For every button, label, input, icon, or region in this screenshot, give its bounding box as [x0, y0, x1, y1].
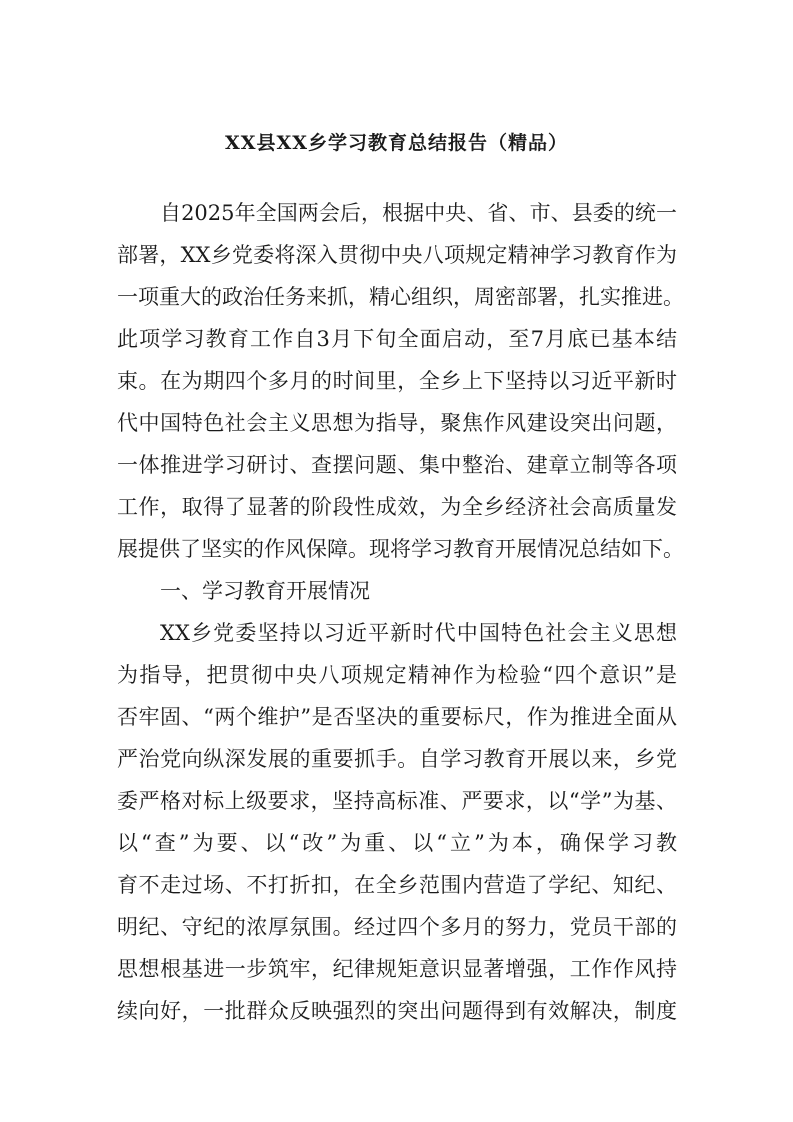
- paragraph-line: 育不走过场、不打折扣，在全乡范围内营造了学纪、知纪、: [117, 873, 677, 897]
- paragraph-line: 部署，XX乡党委将深入贯彻中央八项规定精神学习教育作为: [117, 243, 677, 267]
- paragraph-line: 束。在为期四个多月的时间里，全乡上下坚持以习近平新时: [117, 369, 677, 393]
- paragraph-line: 明纪、守纪的浓厚氛围。经过四个多月的努力，党员干部的: [117, 915, 677, 939]
- paragraph-line: 思想根基进一步筑牢，纪律规矩意识显著增强，工作作风持: [117, 957, 677, 981]
- paragraph-line: 一项重大的政治任务来抓，精心组织，周密部署，扎实推进。: [117, 285, 684, 309]
- paragraph-line: 为指导，把贯彻中央八项规定精神作为检验“四个意识”是: [117, 663, 677, 687]
- paragraph-line: 代中国特色社会主义思想为指导，聚焦作风建设突出问题，: [117, 411, 677, 435]
- paragraph-line: 工作，取得了显著的阶段性成效，为全乡经济社会高质量发: [117, 495, 677, 519]
- section-heading: 一、学习教育开展情况: [160, 579, 370, 603]
- paragraph-line: XX乡党委坚持以习近平新时代中国特色社会主义思想: [160, 621, 677, 645]
- paragraph-line: 自2025年全国两会后，根据中央、省、市、县委的统一: [160, 201, 677, 225]
- paragraph-line: 严治党向纵深发展的重要抓手。自学习教育开展以来，乡党: [117, 747, 677, 771]
- paragraph-line: 续向好，一批群众反映强烈的突出问题得到有效解决，制度: [117, 999, 677, 1023]
- paragraph-line: 展提供了坚实的作风保障。现将学习教育开展情况总结如下。: [117, 537, 684, 561]
- paragraph-line: 委严格对标上级要求，坚持高标准、严要求，以“学”为基、: [117, 789, 677, 813]
- paragraph-line: 一体推进学习研讨、查摆问题、集中整治、建章立制等各项: [117, 453, 677, 477]
- document-title: XX县XX乡学习教育总结报告（精品）: [225, 132, 568, 154]
- paragraph-line: 此项学习教育工作自3月下旬全面启动，至7月底已基本结: [117, 327, 677, 351]
- paragraph-line: 否牢固、“两个维护”是否坚决的重要标尺，作为推进全面从: [117, 705, 677, 729]
- paragraph-line: 以“查”为要、以“改”为重、以“立”为本，确保学习教: [117, 831, 677, 855]
